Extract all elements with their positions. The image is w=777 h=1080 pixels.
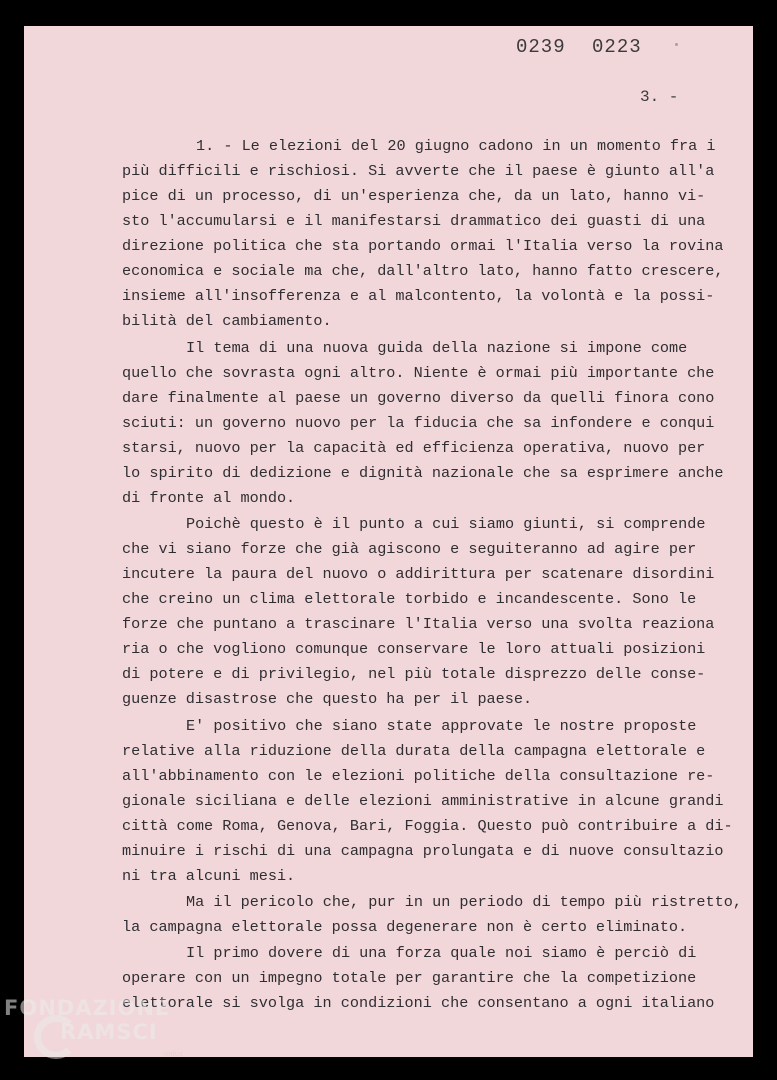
page-number: 3. - xyxy=(640,88,679,106)
document-page xyxy=(24,26,753,1057)
text-line: forze che puntano a trascinare l'Italia verso una svolta reaziona xyxy=(122,615,715,633)
text-line: all'abbinamento con le elezioni politiche della consultazione re- xyxy=(122,767,715,785)
text-line: bilità del cambiamento. xyxy=(122,312,332,330)
watermark-line1: FONDAZIONE xyxy=(4,996,171,1020)
text-line: starsi, nuovo per la capacità ed efficienza operativa, nuovo per xyxy=(122,439,706,457)
text-line: pice di un processo, di un'esperienza che, da un lato, hanno vi- xyxy=(122,187,706,205)
text-line: sciuti: un governo nuovo per la fiducia che sa infondere e conqui xyxy=(122,414,715,432)
text-line: relative alla riduzione della durata della campagna elettorale e xyxy=(122,742,706,760)
text-line: di potere e di privilegio, nel più totale disprezzo delle conse- xyxy=(122,665,706,683)
text-line: E' positivo che siano state approvate le nostre proposte xyxy=(186,717,697,735)
text-line: incutere la paura del nuovo o addirittura per scatenare disordini xyxy=(122,565,715,583)
text-line: che creino un clima elettorale torbido e incandescente. Sono le xyxy=(122,590,697,608)
text-line: ria o che vogliono comunque conservare le loro attuali posizioni xyxy=(122,640,706,658)
text-line: più difficili e rischiosi. Si avverte che il paese è giunto all'a xyxy=(122,162,715,180)
text-line: elettorale si svolga in condizioni che consentano a ogni italiano xyxy=(122,994,715,1012)
text-line: dare finalmente al paese un governo diverso da quelli finora cono xyxy=(122,389,715,407)
fondazione-gramsci-watermark xyxy=(4,990,204,1080)
text-line: Poichè questo è il punto a cui siamo giunti, si comprende xyxy=(186,515,706,533)
text-line: ni tra alcuni mesi. xyxy=(122,867,296,885)
typed-body-text xyxy=(24,26,753,1057)
text-line: minuire i rischi di una campagna prolungata e di nuove consultazio xyxy=(122,842,724,860)
text-line: direzione politica che sta portando ormai l'Italia verso la rovina xyxy=(122,237,724,255)
text-line: Il tema di una nuova guida della nazione si impone come xyxy=(186,339,688,357)
watermark-line2: RAMSCI xyxy=(60,1020,158,1044)
text-line: lo spirito di dedizione e dignità nazionale che sa esprimere anche xyxy=(122,464,724,482)
watermark-small: onlus xyxy=(164,1050,183,1058)
text-line: economica e sociale ma che, dall'altro lato, hanno fatto crescere, xyxy=(122,262,724,280)
text-line: Ma il pericolo che, pur in un periodo di tempo più ristretto, xyxy=(186,893,742,911)
text-line: 1. - Le elezioni del 20 giugno cadono in un momento fra i xyxy=(196,137,716,155)
archive-codes: 0239 0223 xyxy=(516,36,642,58)
text-line: città come Roma, Genova, Bari, Foggia. Questo può contribuire a di- xyxy=(122,817,733,835)
text-line: guenze disastrose che questo ha per il paese. xyxy=(122,690,533,708)
text-line: gionale siciliana e delle elezioni amministrative in alcune grandi xyxy=(122,792,724,810)
text-line: di fronte al mondo. xyxy=(122,489,296,507)
text-line: quello che sovrasta ogni altro. Niente è ormai più importante che xyxy=(122,364,715,382)
text-line: Il primo dovere di una forza quale noi siamo è perciò di xyxy=(186,944,697,962)
text-line: sto l'accumularsi e il manifestarsi drammatico dei guasti di una xyxy=(122,212,706,230)
text-line: operare con un impegno totale per garantire che la competizione xyxy=(122,969,697,987)
text-line: insieme all'insofferenza e al malcontento, la volontà e la possi- xyxy=(122,287,715,305)
text-line: che vi siano forze che già agiscono e seguiteranno ad agire per xyxy=(122,540,697,558)
text-line: la campagna elettorale possa degenerare non è certo eliminato. xyxy=(122,918,688,936)
